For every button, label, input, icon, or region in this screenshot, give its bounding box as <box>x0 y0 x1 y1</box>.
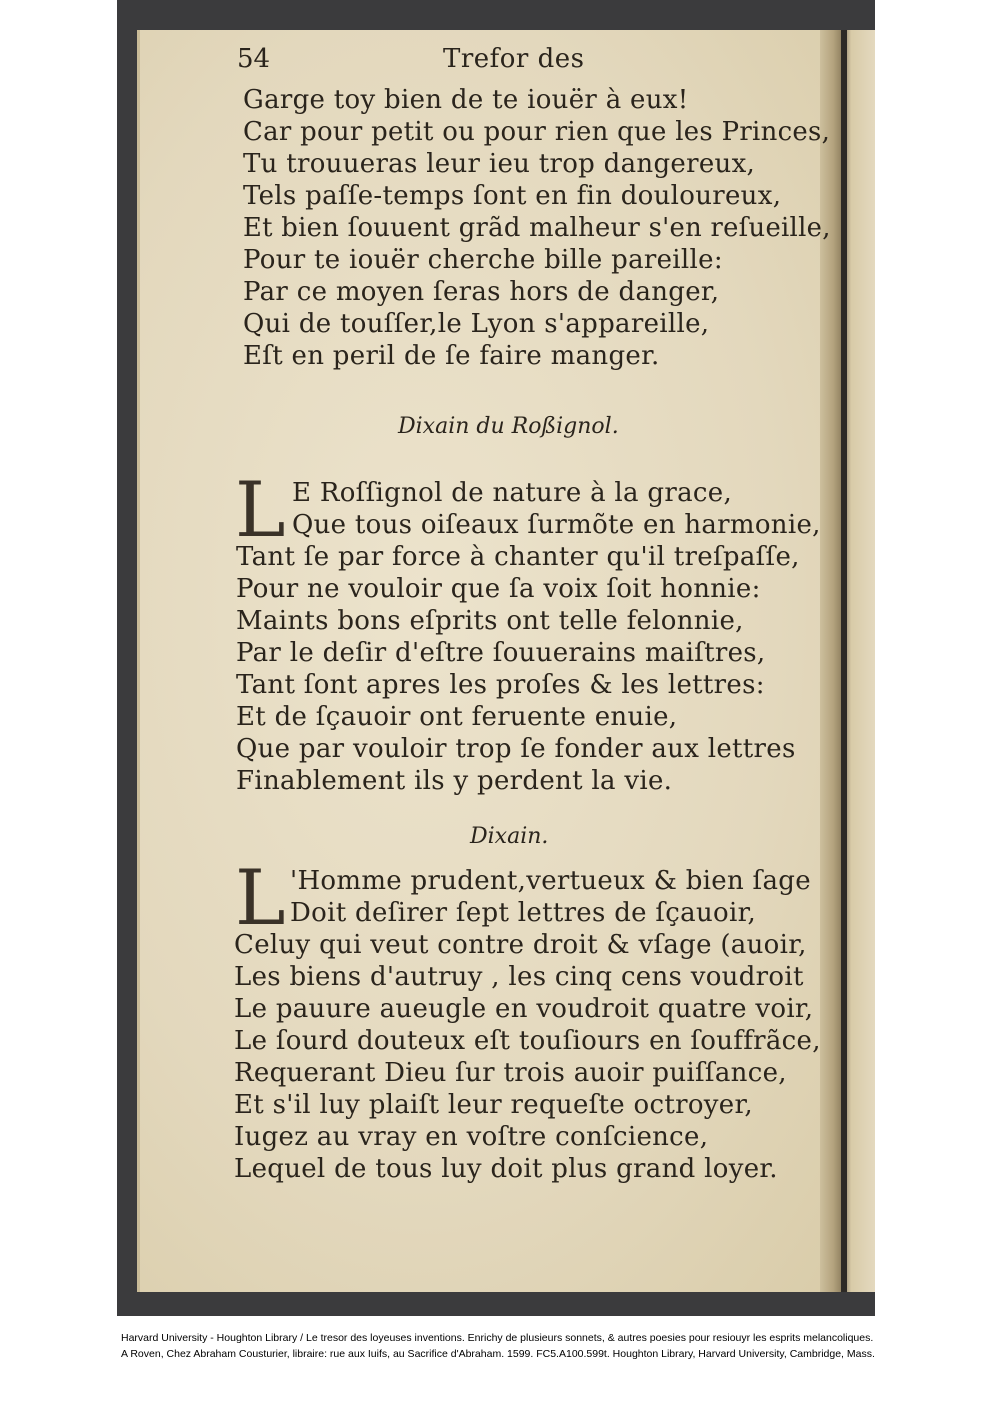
verse-line: E Roſſignol de nature à la grace, <box>292 478 733 508</box>
verse-line: Finablement ils y perdent la vie. <box>236 766 673 796</box>
section-heading: Dixain. <box>470 824 549 849</box>
verse-line: Le ſourd douteux eſt touſiours en ſouffrãce, <box>234 1026 821 1056</box>
verse-line: Tant ſe par force à chanter qu'il treſpaſſe, <box>236 542 800 572</box>
verse-line: Lequel de tous luy doit plus grand loyer. <box>234 1154 778 1184</box>
binding-shadow <box>841 30 847 1292</box>
verse-line: 'Homme prudent,vertueux & bien ſage <box>290 866 811 896</box>
verse-line: Par ce moyen ſeras hors de danger, <box>243 277 720 307</box>
verse-line: Requerant Dieu ſur trois auoir puiſſance, <box>234 1058 787 1088</box>
verse-line: Eſt en peril de ſe faire manger. <box>243 341 660 371</box>
verse-line: Qui de touſſer,le Lyon s'appareille, <box>243 309 710 339</box>
verse-line: Tant ſont apres les proſes & les lettres: <box>236 670 765 700</box>
verse-line: Celuy qui veut contre droit & vſage (auoir, <box>234 930 807 960</box>
verse-line: Pour ne vouloir que ſa voix ſoit honnie: <box>236 574 761 604</box>
verse-line: Maints bons eſprits ont telle felonnie, <box>236 606 744 636</box>
verse-line: Pour te iouër cherche bille pareille: <box>243 245 723 275</box>
verse-line: Et de ſçauoir ont feruente enuie, <box>236 702 678 732</box>
page-number: 54 <box>237 44 271 74</box>
verse-line: Le pauure aueugle en voudroit quatre voir, <box>234 994 814 1024</box>
drop-cap: L <box>235 465 286 554</box>
caption-line: Harvard University - Houghton Library / Le tresor des loyeuses inventions. Enrichy de plusieurs sonnets, & autres poesies pour resiouyr les esprits melancoliques. <box>121 1332 874 1344</box>
caption-line: A Roven, Chez Abraham Cousturier, libraire: rue aux Iuifs, au Sacrifice d'Abraham. 1599. FC5.A100.599t. Houghton Library, Harvard University, Cambridge, Mass. <box>121 1348 875 1360</box>
verse-line: Iugez au vray en voſtre conſcience, <box>234 1122 709 1152</box>
book-page <box>137 30 842 1292</box>
verse-line: Et bien ſouuent grãd malheur s'en reſueille, <box>243 213 831 243</box>
verse-line: Que par vouloir trop ſe fonder aux lettres <box>236 734 796 764</box>
verse-line: Tels paſſe-temps ſont en fin douloureux, <box>243 181 782 211</box>
running-header <box>140 44 842 84</box>
verse-line: Par le deſir d'eſtre ſouuerains maiſtres, <box>236 638 766 668</box>
verse-line: Garge toy bien de te iouër à eux! <box>243 85 689 115</box>
page-text <box>140 30 842 1292</box>
drop-cap: L <box>235 853 286 942</box>
running-title: Trefor des <box>443 44 585 74</box>
verse-line: Les biens d'autruy , les cinq cens voudroit <box>234 962 804 992</box>
verse-line: Que tous oiſeaux ſurmõte en harmonie, <box>292 510 821 540</box>
citation-caption <box>121 1330 881 1362</box>
verse-line: Et s'il luy plaiſt leur requeſte octroyer, <box>234 1090 753 1120</box>
verse-line: Tu trouueras leur ieu trop dangereux, <box>243 149 756 179</box>
scanned-book-page <box>117 0 875 1316</box>
verse-line: Doit deſirer ſept lettres de ſçauoir, <box>290 898 757 928</box>
verse-line: Car pour petit ou pour rien que les Princes, <box>243 117 831 147</box>
section-heading: Dixain du Roßignol. <box>398 414 619 439</box>
